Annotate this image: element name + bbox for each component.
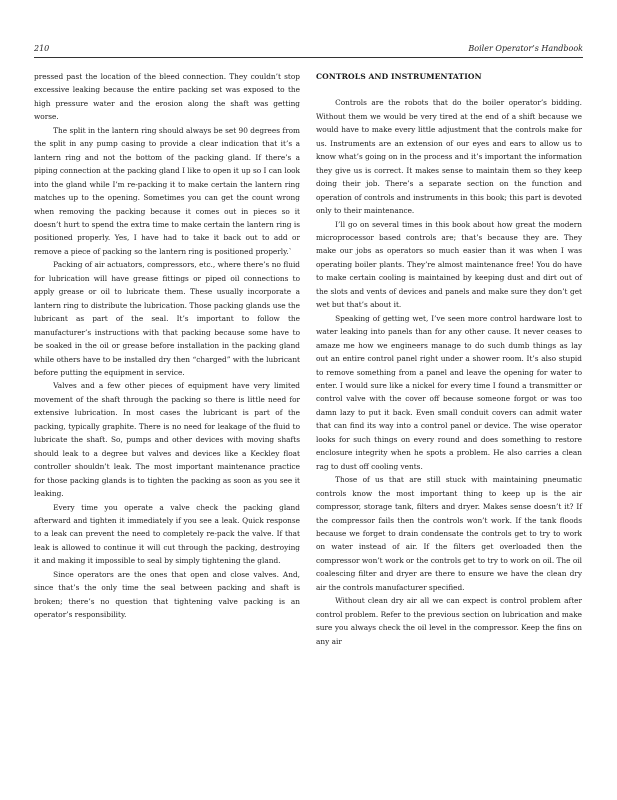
paragraph: Valves and a few other pieces of equipment have very limited movement of the shaft through the packing so there is little need for extensive lubrication. In most cases the lubricant is part of the packing, typically graphite. There is no need for leakage of the fluid to lubricate the shaft. So, pumps and other devices with moving shafts should leak to a degree but valves and devices like a Keckley float controller shouldn’t leak. The most important maintenance practice for those packing glands is to tighten the packing as soon as you see it leaking. (34, 381, 300, 499)
paragraph: Every time you operate a valve check the packing gland afterward and tighten it immediately if you see a leak. Quick response to a leak can prevent the need to completely re-pack the valve. If that leak is allowed to continue it will cut through the packing, destroying it and making it impossible to seal by simply tightening the gland. (34, 502, 300, 566)
paragraph: I’ll go on several times in this book about how great the modern microprocessor based controls are; that’s because they are. They make our jobs as operators so much easier than it was when I was operating boiler plants. They’re almost maintenance free! You do have to make certain cooling is maintained by keeping dust and dirt out of the slots and vents of devices and panels and make sure they don’t get wet but that’s about it. (316, 219, 582, 310)
running-header (34, 44, 583, 58)
paragraph: Since operators are the ones that open and close valves. And, since that’s the only time the seal between packing and shaft is broken; there’s no question that tightening valve packing is an operator’s responsibility. (34, 569, 300, 620)
paragraph: Without clean dry air all we can expect is control problem after control problem. Refer to the previous section on lubrication and make sure you always check the oil level in the compressor. Keep the fins on any air (316, 596, 582, 646)
page-number: 210 (34, 44, 50, 53)
header-rule (34, 57, 583, 58)
paragraph: pressed past the location of the bleed connection. They couldn’t stop excessive leaking because the entire packing set was exposed to the high pressure water and the erosion along the shaft was getting worse. (34, 72, 300, 122)
section-heading: CONTROLS AND INSTRUMENTATION (316, 72, 482, 81)
paragraph: Packing of air actuators, compressors, etc., where there’s no fluid for lubrication will have grease fittings or piped oil connections to apply grease or oil to lubricate them. These usually incorporate a lantern ring to distribute the lubrication. Those packing glands use the lubricant as part of the seal. It’s important to follow the manufacturer’s instructions with that packing because some have to be soaked in the oil or grease before installation in the packing gland while others have to be installed dry then “charged” with the lubricant before putting the equipment in service. (34, 260, 300, 377)
book-title: Boiler Operator’s Handbook (468, 44, 583, 53)
left-column (34, 70, 300, 622)
paragraph: Speaking of getting wet, I’ve seen more control hardware lost to water leaking into panels than for any other cause. It never ceases to amaze me how we engineers manage to do such dumb things as lay out an entire control panel right under a shower room. It’s also stupid to remove something from a panel and leave the opening for water to enter. I would sure like a nickel for every time I found a transmitter or control valve with the cover off because someone forgot or was too damn lazy to put it back. Even small conduit covers can admit water that can find its way into a control panel or device. The wise operator looks for such things on every round and does something to restore enclosure integrity when he spots a problem. He also carries a clean rag to dust off cooling vents. (316, 313, 582, 471)
paragraph: The split in the lantern ring should always be set 90 degrees from the split in any pump casing to provide a clear indication that it’s a lantern ring and not the bottom of the packing gland. If there’s a piping connection at the packing gland I like to open it up so I can look into the gland while I’m re-packing it to make certain the lantern ring matches up to the opening. Sometimes you can get the count wrong when removing the packing because it comes out in pieces so it doesn’t hurt to spend the extra time to make certain the lantern ring is positioned properly. Yes, I have had to take it back out to add or remove a piece of packing so the lantern ring is positioned properly.` (34, 125, 300, 256)
paragraph: Controls are the robots that do the boiler operator’s bidding. Without them we would be very tired at the end of a shift because we would have to make every little adjustment that the controls make for us. Instruments are an extension of our eyes and ears to allow us to know what’s going on in the process and it’s important the information they give us is correct. It makes sense to maintain them so they keep doing their job. There’s a separate section on the function and operation of controls and instruments in this book; this part is devoted only to their maintenance. (316, 98, 582, 216)
right-column (316, 70, 582, 648)
paragraph: Those of us that are still stuck with maintaining pneumatic controls know the most important thing to keep up is the air compressor, storage tank, filters and dryer. Makes sense doesn’t it? If the compressor fails then the controls won’t work. If the tank floods because we forget to drain condensate the controls get to try to work on water instead of air. If the filters get overloaded then the compressor won’t work or the controls get to try to work on oil. The oil coalescing filter and dryer are there to ensure we have the clean dry air the controls manufacturer specified. (316, 475, 582, 592)
